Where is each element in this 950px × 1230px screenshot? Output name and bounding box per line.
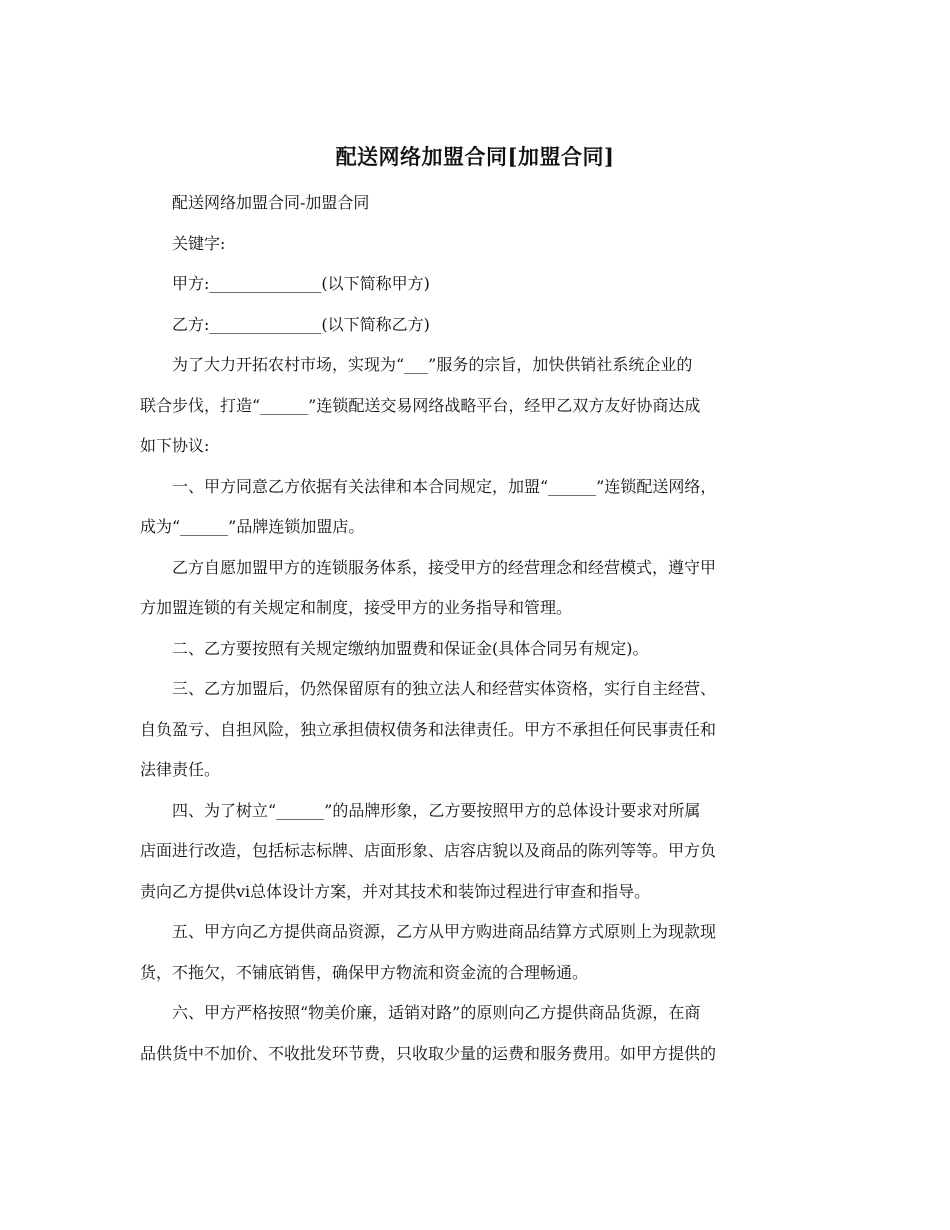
text-line: 四、为了树立“______”的品牌形象，乙方要按照甲方的总体设计要求对所属 <box>172 800 701 820</box>
text-line: 联合步伐，打造“______”连锁配送交易网络战略平台，经甲乙双方友好协商达成 <box>140 395 701 415</box>
text-line: 为了大力开拓农村市场，实现为“___”服务的宗旨，加快供销社系统企业的 <box>172 355 693 374</box>
document-body <box>140 183 820 1074</box>
text-line: 关键字: <box>172 233 226 253</box>
text-line: 货，不拖欠，不铺底销售，确保甲方物流和资金流的合理畅通。 <box>140 962 589 982</box>
text-line: 方加盟连锁的有关规定和制度，接受甲方的业务指导和管理。 <box>140 598 573 617</box>
text-line: 如下协议: <box>140 436 210 455</box>
document-title: 配送网络加盟合同[加盟合同] <box>335 144 615 169</box>
text-line: 三、乙方加盟后，仍然保留原有的独立法人和经营实体资格，实行自主经营、 <box>172 679 717 698</box>
text-line: 乙方:______________(以下简称乙方) <box>172 314 430 334</box>
text-line: 二、乙方要按照有关规定缴纳加盟费和保证金(具体合同另有规定)。 <box>172 638 649 658</box>
text-line: 成为“______”品牌连锁加盟店。 <box>140 517 365 536</box>
text-line: 一、甲方同意乙方依据有关法律和本合同规定，加盟“______”连锁配送网络， <box>172 476 717 496</box>
text-line: 甲方:______________(以下简称甲方) <box>172 274 430 293</box>
text-line: 配送网络加盟合同-加盟合同 <box>172 193 370 212</box>
text-line: 五、甲方向乙方提供商品资源，乙方从甲方购进商品结算方式原则上为现款现 <box>172 922 717 941</box>
text-line: 六、甲方严格按照“物美价廉，适销对路”的原则向乙方提供商品货源，在商 <box>172 1003 701 1022</box>
text-line: 责向乙方提供vi总体设计方案，并对其技术和装饰过程进行审查和指导。 <box>140 881 651 901</box>
text-line: 品供货中不加价、不收批发环节费，只收取少量的运费和服务费用。如甲方提供的 <box>140 1043 717 1063</box>
text-line: 乙方自愿加盟甲方的连锁服务体系，接受甲方的经营理念和经营模式，遵守甲 <box>172 557 717 577</box>
text-line: 自负盈亏、自担风险，独立承担债权债务和法律责任。甲方不承担任何民事责任和 <box>140 719 717 739</box>
text-line: 店面进行改造，包括标志标牌、店面形象、店容店貌以及商品的陈列等等。甲方负 <box>140 841 717 860</box>
text-line: 法律责任。 <box>140 760 221 779</box>
